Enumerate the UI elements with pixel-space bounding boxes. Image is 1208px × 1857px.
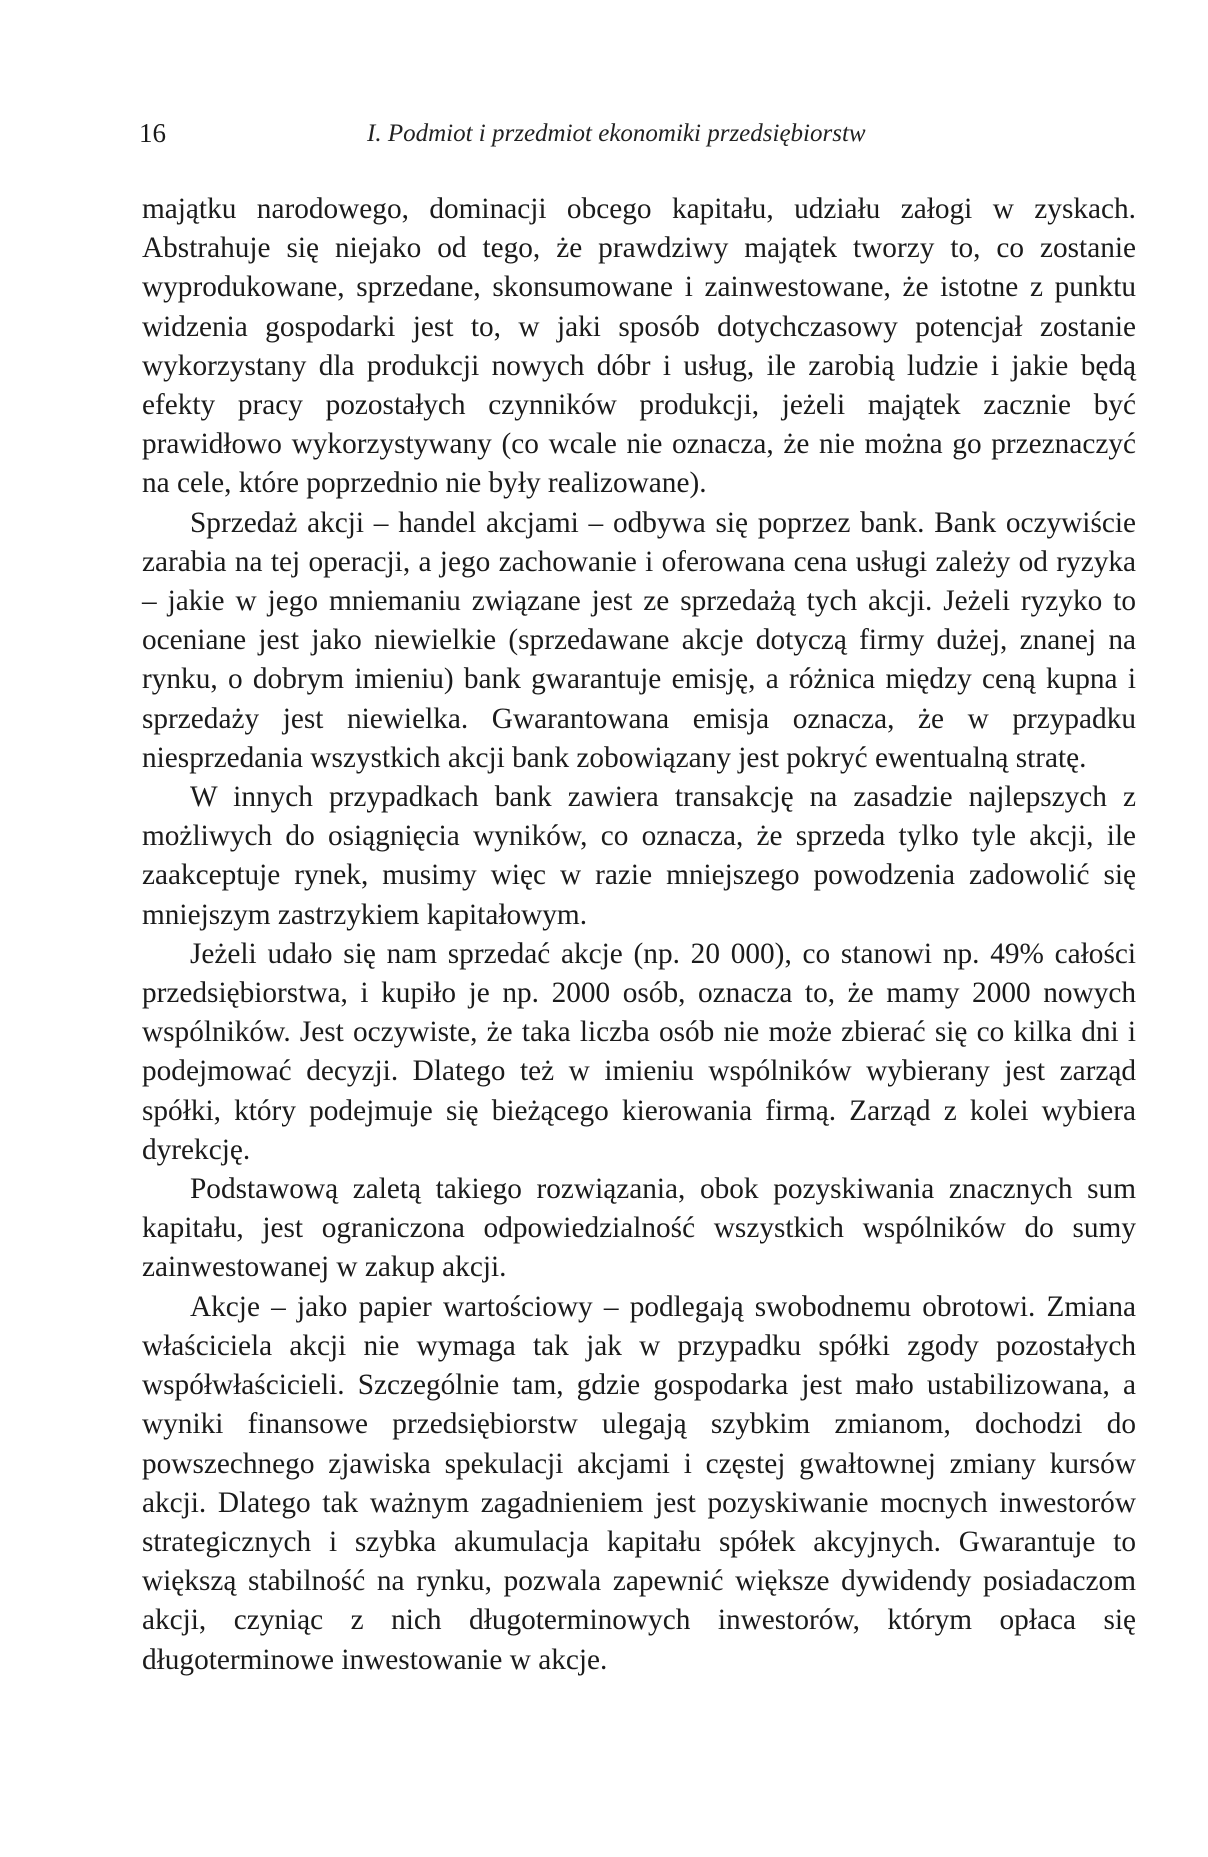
paragraph: Jeżeli udało się nam sprzedać akcje (np. 20 000), co stanowi np. 49% całości przedsiębiorstwa, i kupiło je np. 2000 osób, oznacza to, że mamy 2000 nowych wspólników. Jest oczywiste, że taka liczba osób nie może zbierać się co kilka dni i podejmować decyzji. Dlatego też w imieniu wspólników wybierany jest zarząd spółki, który podejmuje się bieżącego kierowania firmą. Zarząd z kolei wybiera dyrekcję.	[142, 937, 1136, 1166]
paragraph: Podstawową zaletą takiego rozwiązania, obok pozyskiwania znacznych sum kapitału, jest ograniczona odpowiedzialność wszystkich wspólników do sumy zainwestowanej w zakup akcji.	[142, 1173, 1136, 1284]
paragraph: W innych przypadkach bank zawiera transakcję na zasadzie najlepszych z możliwych do osiągnięcia wyników, co oznacza, że sprzeda tylko tyle akcji, ile zaakceptuje rynek, musimy więc w razie mniejszego powodzenia zadowolić się mniejszym zastrzykiem kapitałowym.	[142, 781, 1136, 931]
body-text	[142, 190, 1136, 1680]
page-header	[139, 118, 1129, 158]
paragraph: Sprzedaż akcji – handel akcjami – odbywa się poprzez bank. Bank oczywiście zarabia na tej operacji, a jego zachowanie i oferowana cena usługi zależy od ryzyka – jakie w jego mniemaniu związane jest ze sprzedażą tych akcji. Jeżeli ryzyko to oceniane jest jako niewielkie (sprzedawane akcje dotyczą firmy dużej, znanej na rynku, o dobrym imieniu) bank gwarantuje emisję, a różnica między ceną kupna i sprzedaży jest niewielka. Gwarantowana emisja oznacza, że w przypadku niesprzedania wszystkich akcji bank zobowiązany jest pokryć ewentualną stratę.	[142, 506, 1136, 774]
paragraph: Akcje – jako papier wartościowy – podlegają swobodnemu obrotowi. Zmiana właściciela akcji nie wymaga tak jak w przypadku spółki zgody pozostałych współwłaścicieli. Szczególnie tam, gdzie gospodarka jest mało ustabilizowana, a wyniki finansowe przedsiębiorstw ulegają szybkim zmianom, dochodzi do powszechnego zjawiska spekulacji akcjami i częstej gwałtownej zmiany kursów akcji. Dlatego tak ważnym zagadnieniem jest pozyskiwanie mocnych inwestorów strategicznych i szybka akumulacja kapitału spółek akcyjnych. Gwarantuje to większą stabilność na rynku, pozwala zapewnić większe dywidendy posiadaczom akcji, czyniąc z nich długoterminowych inwestorów, którym opłaca się długoterminowe inwestowanie w akcje.	[142, 1290, 1136, 1676]
paragraph-continuation: majątku narodowego, dominacji obcego kapitału, udziału załogi w zyskach. Abstrahuje się niejako od tego, że prawdziwy majątek tworzy to, co zostanie wyprodukowane, sprzedane, skonsumowane i zainwestowane, że istotne z punktu widzenia gospodarki jest to, w jaki sposób dotychczasowy potencjał zostanie wykorzystany dla produkcji nowych dóbr i usług, ile zarobią ludzie i jakie będą efekty pracy pozostałych czynników produkcji, jeżeli majątek zacznie być prawidłowo wykorzystywany (co wcale nie oznacza, że nie można go przeznaczyć na cele, które poprzednio nie były realizowane).	[142, 193, 1136, 500]
running-title: I. Podmiot i przedmiot ekonomiki przedsiębiorstw	[367, 120, 866, 147]
page-number: 16	[139, 118, 166, 148]
